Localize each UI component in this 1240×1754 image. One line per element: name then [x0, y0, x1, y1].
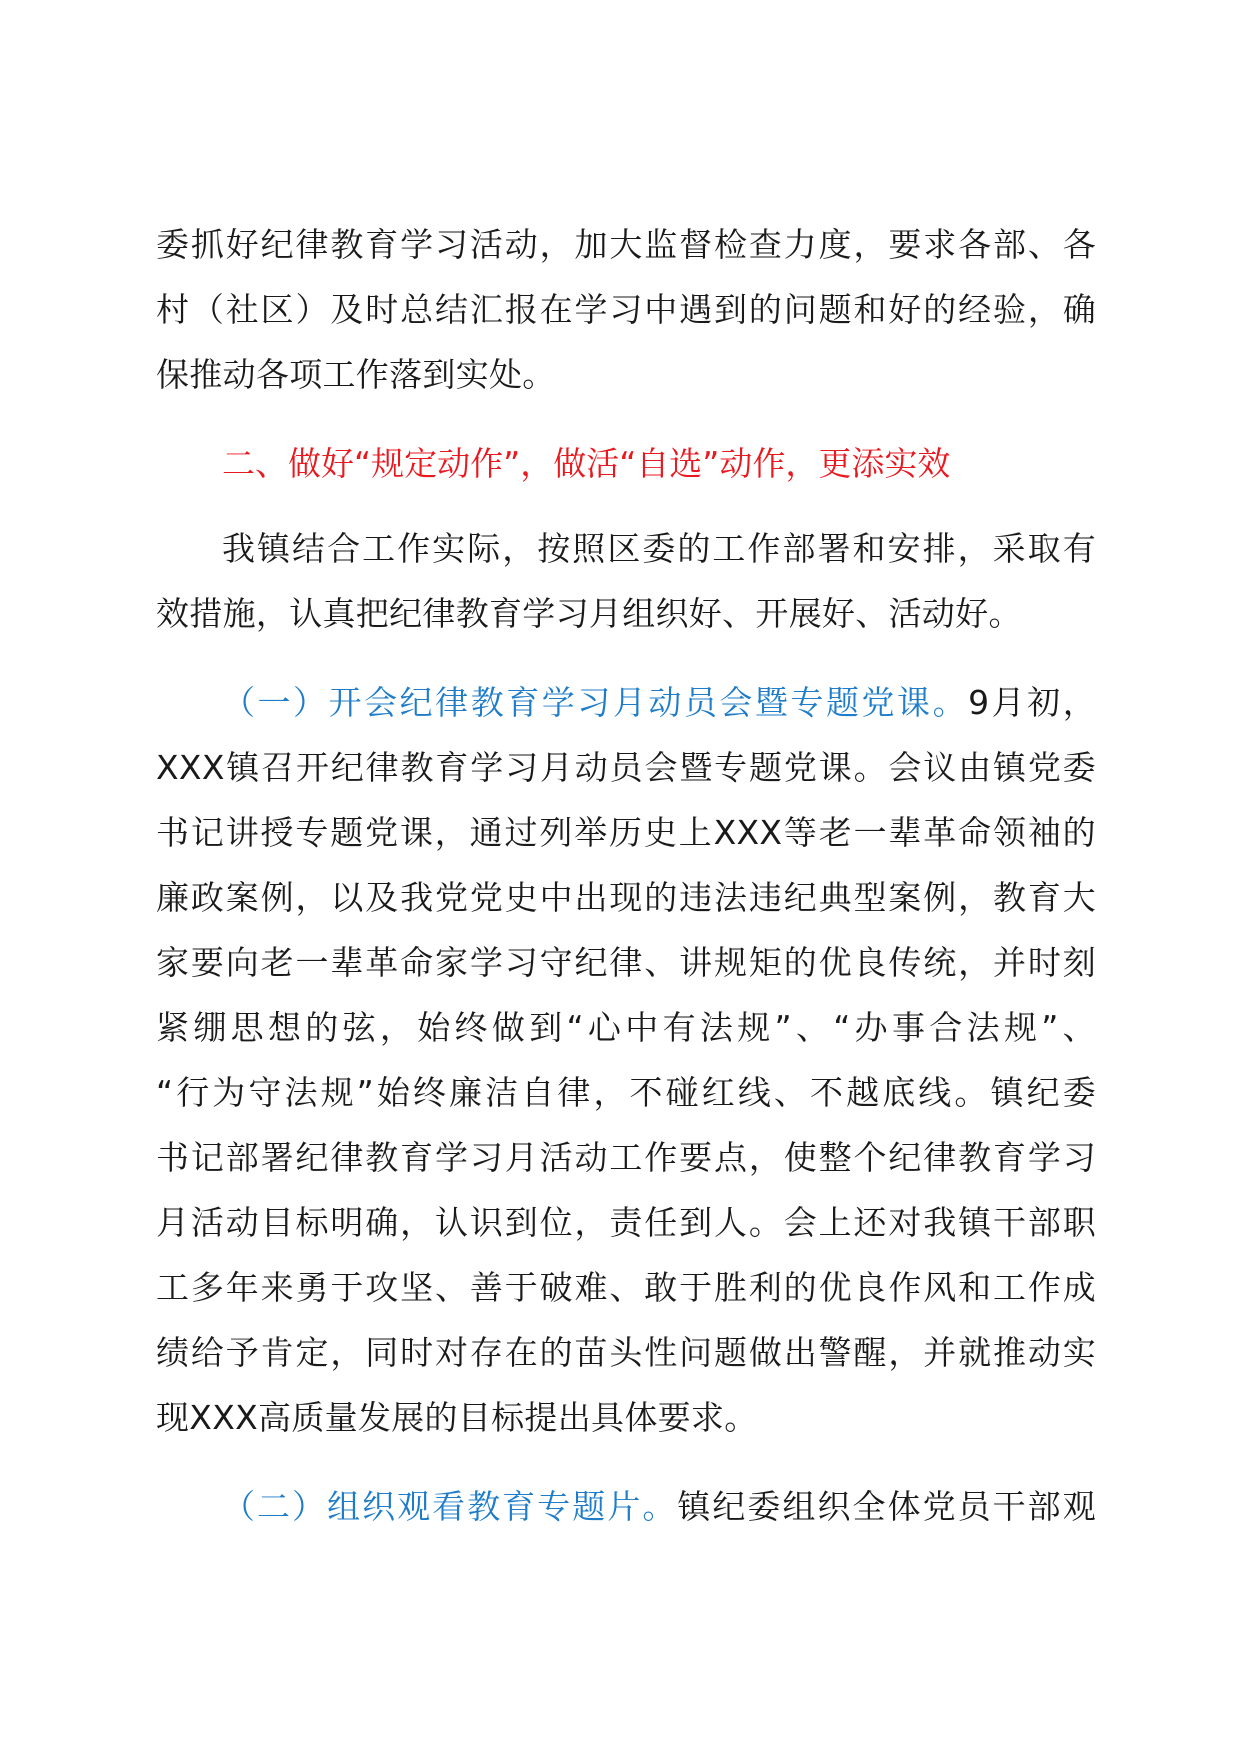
text-line: XXX镇召开纪律教育学习月动员会暨专题党课。会议由镇党委 — [156, 748, 1096, 787]
text-run: 9月初， — [968, 683, 1096, 722]
text-line: 现XXX高质量发展的目标提出具体要求。 — [156, 1398, 758, 1437]
text-line: “行为守法规”始终廉洁自律，不碰红线、不越底线。镇纪委 — [156, 1073, 1096, 1112]
text-line — [156, 670, 1096, 735]
section-heading: 二、做好“规定动作”，做活“自选”动作，更添实效 — [222, 444, 951, 483]
text-line: 委抓好纪律教育学习活动，加大监督检查力度，要求各部、各 — [156, 225, 1096, 264]
text-line: 工多年来勇于攻坚、善于破难、敢于胜利的优良作风和工作成 — [156, 1268, 1096, 1307]
text-line: 村（社区）及时总结汇报在学习中遇到的问题和好的经验，确 — [156, 290, 1096, 329]
paragraph-subsection-2 — [156, 1474, 1096, 1539]
text-line: 绩给予肯定，同时对存在的苗头性问题做出警醒，并就推动实 — [156, 1333, 1096, 1372]
text-line: 保推动各项工作落到实处。 — [156, 355, 556, 394]
subsection-title: （二）组织观看教育专题片。 — [222, 1487, 678, 1526]
text-line: 我镇结合工作实际，按照区委的工作部署和安排，采取有 — [222, 529, 1096, 568]
text-line: 书记部署纪律教育学习月活动工作要点，使整个纪律教育学习 — [156, 1138, 1096, 1177]
paragraph-continuation — [156, 212, 1096, 407]
subsection-title: （一）开会纪律教育学习月动员会暨专题党课。 — [222, 683, 969, 722]
text-line: 书记讲授专题党课，通过列举历史上XXX等老一辈革命领袖的 — [156, 813, 1096, 852]
text-line: 月活动目标明确，认识到位，责任到人。会上还对我镇干部职 — [156, 1203, 1096, 1242]
text-run: 镇纪委组织全体党员干部观 — [677, 1487, 1096, 1526]
text-line — [156, 1474, 1096, 1539]
text-line: 紧绷思想的弦，始终做到“心中有法规”、“办事合法规”、 — [156, 1008, 1096, 1047]
text-line: 廉政案例，以及我党党史中出现的违法违纪典型案例，教育大 — [156, 878, 1096, 917]
text-line: 家要向老一辈革命家学习守纪律、讲规矩的优良传统，并时刻 — [156, 943, 1096, 982]
paragraph-intro — [156, 516, 1096, 646]
paragraph-subsection-1 — [156, 670, 1096, 1450]
text-line: 效措施，认真把纪律教育学习月组织好、开展好、活动好。 — [156, 594, 1022, 633]
document-page — [156, 212, 1096, 1539]
